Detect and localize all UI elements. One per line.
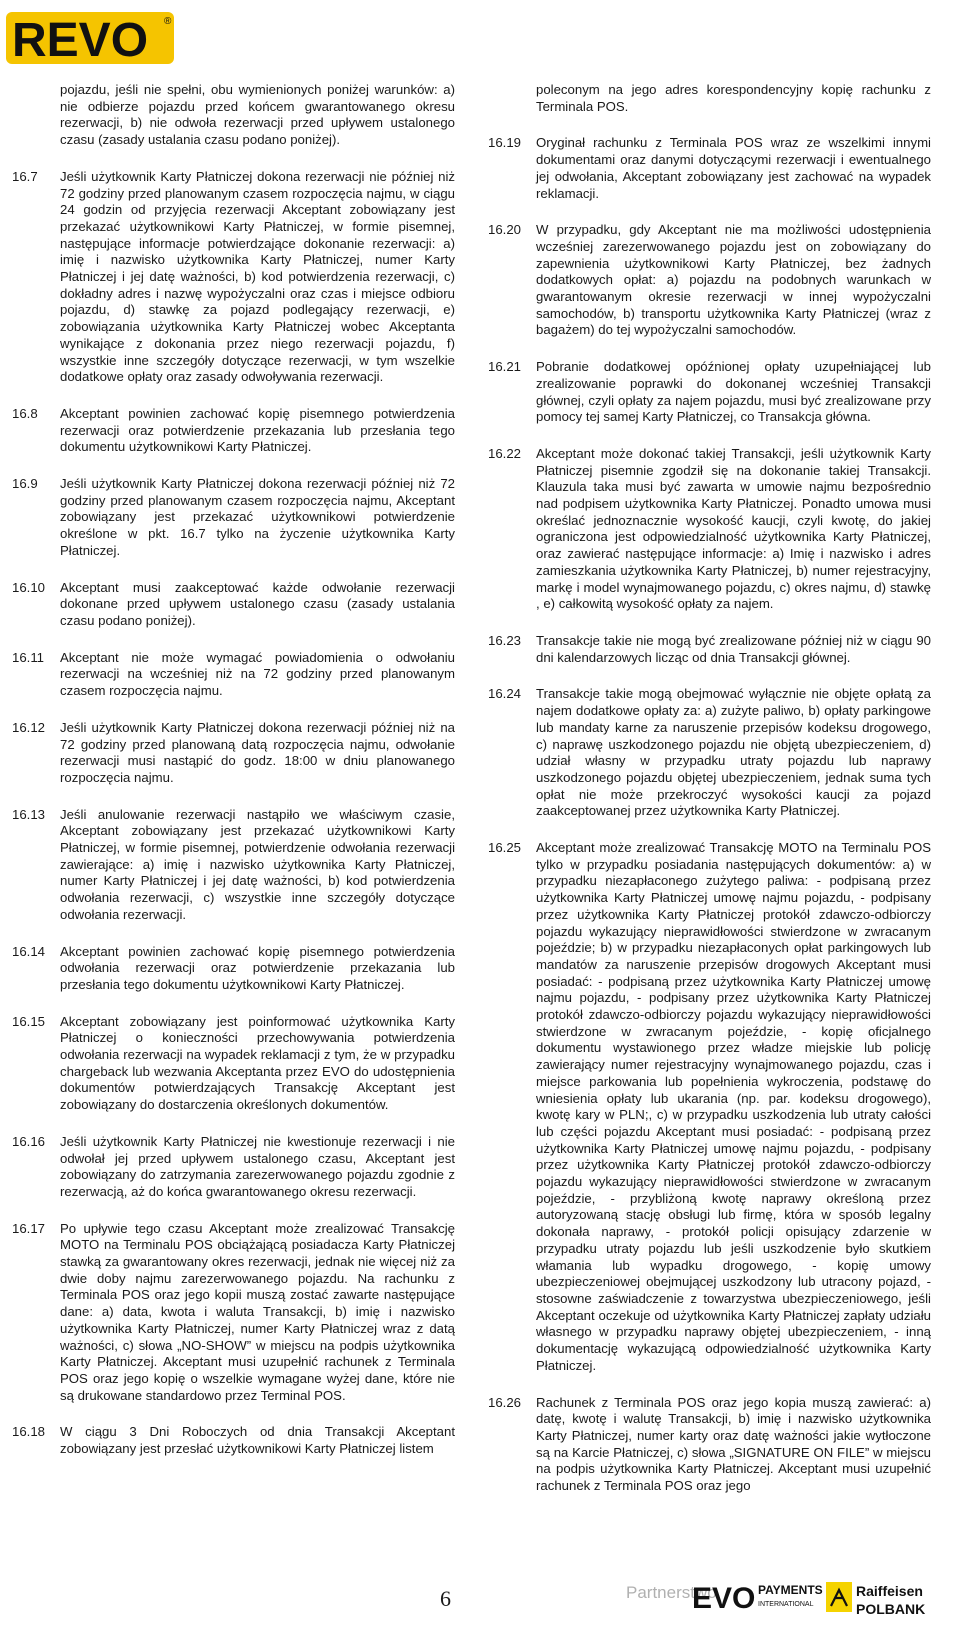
paragraph-number: 16.11: [12, 649, 45, 665]
paragraph-16-13: [12, 807, 455, 924]
paragraph-text: Po upływie tego czasu Akceptant może zrealizować Transakcję MOTO na Terminalu POS obciążającą posiadacza Karty Płatniczej stawką za gwarantowany okres rezerwacji, jednak nie więcej niż za dwie doby najmu zarezerwowanego pojazdu. Na rachunku z Terminala POS oraz jego kopii muszą zostać zawarte następujące dane: a) data, kwota i waluta Transakcji, b) imię i nazwisko użytkownika Karty Płatniczej, numer Karty Płatniczej wraz z datą ważności, c) słowa „NO-SHOW” w miejscu na podpis użytkownika Karty Płatniczej. Akceptant musi uzupełnić rachunek z Terminala POS oraz jego kopię o wszelkie wymagane wyżej dane, które nie są drukowane standardowo przez Terminal POS.: [60, 1220, 455, 1403]
paragraph-16-22: [488, 446, 931, 613]
svg-text:EVO: EVO: [692, 1582, 756, 1615]
paragraph-number: 16.9: [12, 476, 38, 492]
paragraph-text: Transakcje takie mogą obejmować wyłącznie nie objęte opłatą za najem dodatkowe opłaty za: a) zużyte paliwo, b) opłaty parkingowe lub mandaty karne za naruszenie przepisów kodeksu drogowego, c) naprawę uszkodzonego pojazdu nie objętą ubezpieczeniem, d) udział własny w przypadku utraty pojazdu lub naprawy uszkodzonego pojazdu objętej ubezpieczeniem, jednak suma tych opłat nie może przekroczyć wysokości kaucji za pojazd zaakceptowanej przez użytkownika Karty Płatniczej.: [536, 686, 931, 819]
paragraph-number: 16.10: [12, 579, 46, 595]
paragraph-16-15: [12, 1014, 455, 1114]
paragraph-16-26: [488, 1395, 931, 1495]
paragraph-text: Jeśli użytkownik Karty Płatniczej dokona rezerwacji nie później niż 72 godziny przed planowanym czasem rozpoczęcia najmu, w ciągu 24 godzin od przyjęcia rezerwacji Akceptant zobowiązany jest przekazać użytkownikowi Karty Płatniczej, w formie pisemnej, następujące informacje potwierdzające dokonanie rezerwacji: a) imię i nazwisko użytkownika Karty Płatniczej, numer Karty Płatniczej i jej datę ważności, b) kod potwierdzenia rezerwacji, c) dokładny adres i nazwę wypożyczalni oraz czas i miejsce odbioru pojazdu, d) stawkę za pojazd podlegający rezerwacji, e) zobowiązania użytkownika Karty Płatniczej wobec Akceptanta wynikające z dokonania przez niego rezerwacji pojazdu, f) wszystkie inne szczegóły dotyczące rezerwacji, w tym wszelkie dodatkowe opłaty oraz zasady odwoływania rezerwacji.: [60, 168, 455, 385]
paragraph-number: 16.18: [12, 1424, 46, 1440]
evo-logo-graphic: [692, 1574, 842, 1620]
paragraph-number: 16.17: [12, 1220, 46, 1236]
paragraph-number: 16.8: [12, 405, 38, 421]
paragraph-16-9: [12, 476, 455, 560]
paragraph-16-10: [12, 580, 455, 630]
paragraph-number: 16.23: [488, 632, 522, 648]
paragraph-16-7: [12, 169, 455, 386]
paragraph-16-14: [12, 944, 455, 994]
evo-payments-logo: [692, 1574, 842, 1620]
paragraph-number: 16.14: [12, 943, 46, 959]
paragraph-text: Jeśli użytkownik Karty Płatniczej dokona rezerwacji później niż na 72 godziny przed planowaną datą rozpoczęcia najmu, odwołanie rezerwacji musi nastąpić do godz. 18:00 w dniu planowanego rozpoczęcia najmu.: [60, 719, 455, 785]
paragraph-16-8: [12, 406, 455, 456]
paragraph-16-11: [12, 650, 455, 700]
polbank-text: POLBANK: [856, 1601, 926, 1617]
logo-registered: ®: [164, 16, 172, 27]
paragraph-number: 16.25: [488, 840, 522, 856]
paragraph-number: [12, 82, 60, 149]
revo-logo-graphic: [6, 4, 176, 74]
paragraph-16-21: [488, 359, 931, 426]
paragraph-number: 16.13: [12, 806, 46, 822]
raiffeisen-text: Raiffeisen: [856, 1583, 923, 1599]
right-column: [488, 82, 931, 1495]
evo-international-text: INTERNATIONAL: [758, 1601, 814, 1608]
paragraph-text: Jeśli anulowanie rezerwacji nastąpiło we właściwym czasie, Akceptant zobowiązany jest przekazać użytkownikowi Karty Płatniczej, w formie pisemnej, potwierdzenie odwołania rezerwacji zawierające: a) imię i nazwisko użytkownika Karty Płatniczej, numer Karty Płatniczej i jej datę ważności, b) kod potwierdzenia odwołania rezerwacji, c) wszystkie inne szczegóły dotyczące odwołania rezerwacji.: [60, 806, 455, 922]
paragraph-text: Akceptant powinien zachować kopię pisemnego potwierdzenia odwołania rezerwacji oraz potwierdzenie przekazania lub przesłania tego dokumentu użytkownikowi Karty Płatniczej.: [60, 943, 455, 992]
paragraph-continued-right: [488, 82, 931, 115]
paragraph-number: 16.20: [488, 222, 522, 238]
raiffeisen-logo-graphic: [826, 1576, 954, 1622]
paragraph-continued-left: [12, 82, 455, 149]
paragraph-number: [488, 82, 536, 115]
paragraph-text: W ciągu 3 Dni Roboczych od dnia Transakcji Akceptant zobowiązany jest przesłać użytkownikowi Karty Płatniczej listem: [60, 1424, 455, 1457]
paragraph-16-18: [12, 1424, 455, 1457]
logo-text: REVO: [12, 14, 149, 67]
paragraph-text: Jeśli użytkownik Karty Płatniczej nie kwestionuje rezerwacji i nie odwołał jej przed upływem ustalonego czasu, Akceptant jest zobowiązany do zatrzymania zarezerwowanego pojazdu zgodnie z rezerwacją, aż do końca gwarantowanego okresu rezerwacji.: [60, 1133, 455, 1199]
paragraph-16-20: [488, 222, 931, 339]
paragraph-number: 16.15: [12, 1013, 46, 1029]
paragraph-text: Oryginał rachunku z Terminala POS wraz ze wszelkimi innymi dokumentami oraz danymi dotyczącymi rezerwacji i ewentualnego jej odwołania, Akceptant zobowiązany jest zachować na wypadek reklamacji.: [536, 135, 931, 201]
paragraph-number: 16.16: [12, 1133, 46, 1149]
paragraph-number: 16.26: [488, 1394, 522, 1410]
paragraph-text: poleconym na jego adres korespondencyjny kopię rachunku z Terminala POS.: [536, 82, 931, 114]
paragraph-16-16: [12, 1134, 455, 1201]
paragraph-text: Akceptant może zrealizować Transakcję MOTO na Terminalu POS tylko w przypadku posiadania następujących dokumentów: a) w przypadku niezapłaconego zużytego paliwa: - podpisaną przez użytkownika Karty Płatniczej umowę najmu pojazdu, - podpisany przez użytkownika Karty Płatniczej protokół zdawczo-odbiorczy pojazdu wykazujący nieprawidłowości stwierdzone w zwracanym pojeździe; b) w przypadku niezapłaconych opłat parkingowych lub mandatów za naruszenie przepisów drogowych Akceptant musi posiadać: - podpisaną przez użytkownika Karty Płatniczej umowę najmu pojazdu, - podpisany przez użytkownika Karty Płatniczej protokół zdawczo-odbiorczy pojazdu wykazujący nieprawidłowości stwierdzone w zwracanym pojeździe, - kopię oficjalnego dokumentu wystawionego przez władze miejskie lub policję zawierający numer rejestracyjny wynajmowanego pojazdu, czas i miejsce parkowania lub popełnienia wykroczenia, podstawę do wniesienia opłaty lub ukarania (np. par. kodeksu drogowego), kwotę kary w PLN;, c) w przypadku uszkodzenia lub utraty całości lub części pojazdu Akceptant musi posiadać: - podpisaną przez użytkownika Karty Płatniczej umowę najmu pojazdu, - podpisany przez użytkownika Karty Płatniczej protokół zdawczo-odbiorczy pojazdu wykazujący nieprawidłowości stwierdzone w zwracanym pojeździe, - przybliżoną kwotę naprawy określoną przez autoryzowaną stację obsługi lub firmę, która w sposób legalny dokonała naprawy, - protokół policji opisujący zdarzenie w przypadku utraty pojazdu lub jeśli uszkodzenie było skutkiem włamania lub wypadku drogowego, - kopię umowy ubezpieczeniowej obejmującej uszkodzony lub utracony pojazd, - stosowne zaświadczenie z towarzystwa ubezpieczeniowego, jeśli Akceptant oczekuje od użytkownika Karty Płatniczej zapłaty udziału własnego w przypadku naprawy objętej ubezpieczeniem, - inną dokumentację wykazującą odpowiedzialność użytkownika Karty Płatniczej.: [536, 840, 931, 1373]
paragraph-number: 16.21: [488, 359, 522, 375]
paragraph-number: 16.7: [12, 168, 38, 184]
paragraph-text: Rachunek z Terminala POS oraz jego kopia muszą zawierać: a) datę, kwotę i walutę Transakcji, b) imię i nazwisko użytkownika Karty Płatniczej, numer karty oraz datę ważności jakie wytłoczone są na Karcie Płatniczej, c) słowa „SIGNATURE ON FILE” w miejscu na podpis użytkownika Karty Płatniczej. Akceptant musi uzupełnić rachunek z Terminala POS oraz jego: [536, 1394, 931, 1494]
revo-logo: [6, 4, 176, 74]
partner-label: Partnerstwo: [626, 1583, 717, 1602]
paragraph-16-17: [12, 1221, 455, 1405]
paragraph-number: 16.19: [488, 135, 522, 151]
paragraph-text: Pobranie dodatkowej opóźnionej opłaty uzupełniającej lub zrealizowanie poprawki do dokonanej wcześniej Transakcji głównej, czyli opłaty za najem pojazdu, musi być zrealizowane przy pomocy tej samej Karty Płatniczej, co Transakcja główna.: [536, 359, 931, 425]
paragraph-text: W przypadku, gdy Akceptant nie ma możliwości udostępnienia wcześniej zarezerwowanego pojazdu jest on zobowiązany do zapewnienia użytkownikowi Karty Płatniczej, bez żadnych dodatkowych opłat: a) pojazdu na podobnych warunkach w gwarantowanym okresie rezerwacji w innej wypożyczalni samochodów, b) transportu użytkownika Karty Płatniczej (wraz z bagażem) do tej wypożyczalni samochodów.: [536, 222, 931, 338]
paragraph-text: Akceptant musi zaakceptować każde odwołanie rezerwacji dokonane przed upływem ustalonego czasu (zasady ustalania czasu podano poniżej).: [60, 579, 455, 628]
evo-payments-text: PAYMENTS: [758, 1583, 823, 1597]
paragraph-text: Akceptant zobowiązany jest poinformować użytkownika Karty Płatniczej o konieczności przechowywania potwierdzenia odwołania rezerwacji na wypadek reklamacji z tym, że w przypadku chargeback lub wezwania Akceptanta przez EVO do udostępnienia dokumentów potwierdzających Transakcję Akceptant jest zobowiązany do dostarczenia określonych dokumentów.: [60, 1013, 455, 1113]
page-number: 6: [440, 1586, 451, 1611]
paragraph-16-23: [488, 633, 931, 666]
paragraph-text: Transakcje takie nie mogą być zrealizowane później niż w ciągu 90 dni kalendarzowych licząc od dnia Transakcji głównej.: [536, 632, 931, 665]
paragraph-number: 16.22: [488, 445, 522, 461]
paragraph-16-24: [488, 686, 931, 820]
paragraph-text: Akceptant nie może wymagać powiadomienia o odwołaniu rezerwacji na wcześniej niż na 72 godziny przed planowanym czasem rozpoczęcia najmu.: [60, 649, 455, 699]
left-column: [12, 82, 455, 1458]
paragraph-number: 16.24: [488, 686, 522, 702]
paragraph-text: Akceptant powinien zachować kopię pisemnego potwierdzenia rezerwacji oraz potwierdzenie przekazania lub przesłania tego dokumentu użytkownikowi Karty Płatniczej.: [60, 405, 455, 455]
paragraph-16-12: [12, 720, 455, 787]
raiffeisen-polbank-logo: [826, 1576, 954, 1622]
paragraph-number: 16.12: [12, 719, 46, 735]
paragraph-text: Jeśli użytkownik Karty Płatniczej dokona rezerwacji później niż 72 godziny przed planowanym czasem rozpoczęcia najmu, Akceptant zobowiązany jest przekazać użytkownikowi potwierdzenie określone w pkt. 16.7 tylko na życzenie użytkownika Karty Płatniczej.: [60, 476, 455, 558]
paragraph-16-25: [488, 840, 931, 1375]
paragraph-text: pojazdu, jeśli nie spełni, obu wymienionych poniżej warunków: a) nie odbierze pojazdu przed końcem gwarantowanego okresu rezerwacji, b) nie odwoła rezerwacji przed upływem ustalonego czasu (zasady ustalania czasu podano poniżej).: [60, 82, 455, 148]
paragraph-text: Akceptant może dokonać takiej Transakcji, jeśli użytkownik Karty Płatniczej pisemnie zgodził się na dokonanie takiej Transakcji. Klauzula taka musi być zawarta w umowie najmu bezpośrednio nad podpisem użytkownika Karty Płatniczej. Ponadto umowa musi określać jednoznacznie wysokość kaucji, czyli kwotę, do jakiej ograniczona jest odpowiedzialność użytkownika Karty Płatniczej, oraz zawierać następujące informacje: a) Imię i nazwisko i adres zamieszkania użytkownika Karty Płatniczej, b) numer rejestracyjny, markę i model wynajmowanego pojazdu, c) okres najmu, d) stawkę , e) całkowitą wysokość opłaty za najem.: [536, 445, 931, 612]
paragraph-16-19: [488, 135, 931, 202]
